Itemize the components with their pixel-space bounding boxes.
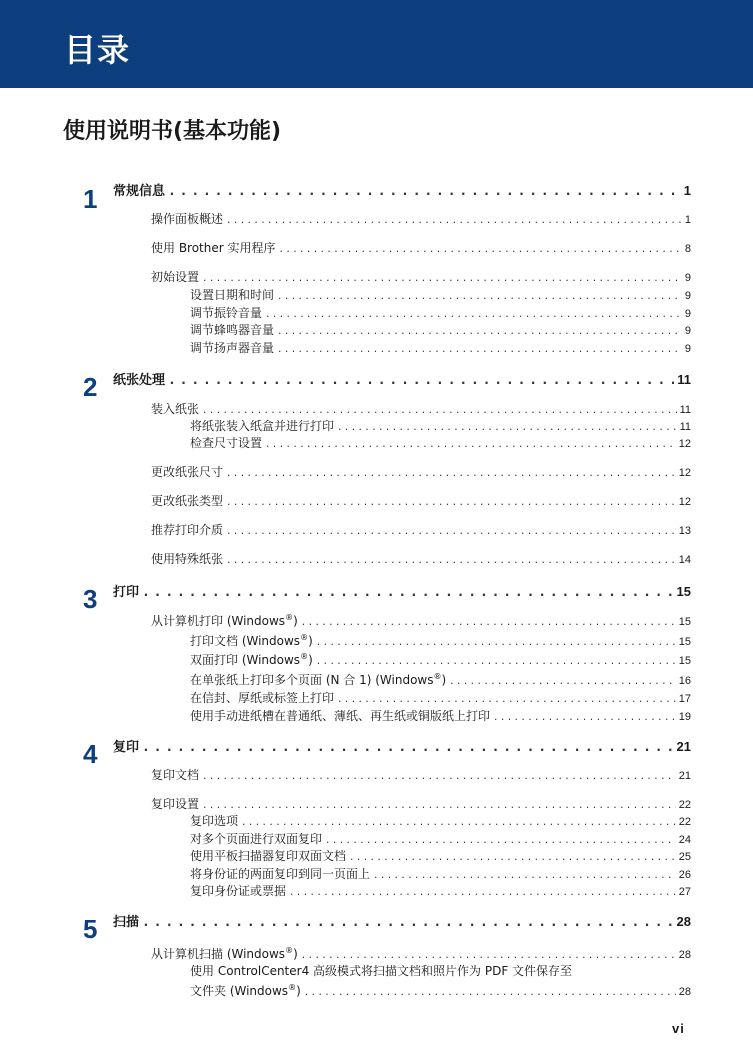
toc-subentry-title-suffix: ) — [308, 634, 313, 648]
toc-subentry-title: 打印文档 (Windows — [190, 634, 301, 648]
toc-page-number: 13 — [678, 525, 691, 537]
registered-mark: ® — [433, 672, 442, 681]
toc-page-number: 21 — [678, 770, 691, 782]
toc-page-number: 15 — [678, 616, 691, 628]
dot-leader — [226, 524, 676, 541]
dot-leader — [226, 495, 676, 512]
dot-leader — [279, 242, 682, 259]
toc-page-number: 1 — [683, 183, 691, 198]
toc-entry-title: 从计算机扫描 (Windows — [151, 947, 286, 961]
registered-mark: ® — [285, 613, 294, 622]
toc-page-number: 28 — [676, 914, 691, 929]
dot-leader — [168, 183, 681, 201]
toc-subentry-title: 将身份证的两面复印到同一页面上 — [190, 867, 371, 881]
chapter-number: 2 — [83, 372, 98, 402]
toc-page-number: 15 — [678, 655, 691, 667]
header-title: 目录 — [64, 31, 131, 69]
toc-entry[interactable] — [151, 613, 691, 632]
toc-subentry-title: 将纸张装入纸盒并进行打印 — [190, 419, 335, 433]
toc-subentry[interactable] — [190, 848, 691, 867]
toc-chapter-entry[interactable] — [113, 738, 691, 757]
header-bar — [0, 0, 753, 88]
dot-leader — [241, 815, 676, 832]
dot-leader — [493, 710, 676, 727]
toc-subentry-title: 调节蜂鸣器音量 — [190, 323, 275, 337]
toc-page-number: 9 — [684, 343, 691, 355]
dot-leader — [289, 885, 676, 902]
toc-chapter-title: 常规信息 — [113, 184, 166, 199]
toc-page-number: 16 — [678, 675, 691, 687]
toc-entry[interactable] — [151, 551, 691, 570]
toc-subentry[interactable] — [190, 708, 691, 727]
toc-page-number: 14 — [678, 554, 691, 566]
dot-leader — [277, 342, 682, 359]
dot-leader — [337, 692, 676, 709]
toc-subentry-title: 设置日期和时间 — [190, 288, 275, 302]
toc-subentry-title: 文件夹 (Windows — [190, 984, 289, 998]
toc-page-number: 8 — [684, 243, 691, 255]
dot-leader — [202, 271, 682, 288]
toc-subentry-title-suffix: ) — [441, 673, 447, 687]
footer-page-number: vi — [672, 1021, 685, 1036]
toc-page-number: 28 — [678, 986, 691, 998]
toc-page-number: 11 — [679, 421, 691, 433]
chapter-number: 5 — [83, 914, 98, 944]
toc-entry-title: 使用特殊纸张 — [151, 552, 224, 566]
toc-subentry-title: 双面打印 (Windows — [190, 653, 301, 667]
toc-subentry[interactable] — [190, 983, 691, 1002]
toc-page-number: 15 — [678, 636, 691, 648]
toc-page-number: 24 — [678, 834, 691, 846]
dot-leader — [316, 635, 676, 652]
dot-leader — [226, 553, 676, 570]
toc-subentry-title: 在单张纸上打印多个页面 (N 合 1) (Windows — [190, 673, 434, 687]
registered-mark: ® — [300, 633, 309, 642]
toc-entry-title-suffix: ) — [293, 947, 298, 961]
toc-subentry[interactable] — [190, 690, 691, 709]
toc-entry-title-suffix: ) — [293, 614, 298, 628]
toc-page-number: 25 — [678, 851, 691, 863]
toc-page-number: 28 — [678, 949, 691, 961]
dot-leader — [142, 584, 674, 602]
chapter-number: 3 — [83, 584, 98, 614]
dot-leader — [202, 769, 676, 786]
toc-page-number: 9 — [684, 325, 691, 337]
dot-leader — [449, 674, 676, 691]
dot-leader — [277, 324, 682, 341]
toc-entry[interactable] — [151, 211, 691, 230]
toc-page-number: 17 — [678, 693, 691, 705]
toc-subentry-title: 复印选项 — [190, 814, 239, 828]
dot-leader — [168, 372, 674, 390]
toc-page-number: 9 — [684, 290, 691, 302]
toc-page-number: 21 — [676, 739, 691, 754]
toc-chapter-title: 复印 — [113, 740, 140, 755]
toc-entry-title: 从计算机打印 (Windows — [151, 614, 286, 628]
toc-page-number: 11 — [679, 404, 691, 416]
toc-entry[interactable] — [151, 464, 691, 483]
toc-page-number: 12 — [678, 438, 691, 450]
toc-chapter-title: 扫描 — [113, 915, 140, 930]
chapter-number: 1 — [83, 184, 98, 214]
toc-chapter-title: 打印 — [113, 585, 140, 600]
toc-entry-title: 更改纸张类型 — [151, 494, 224, 508]
toc-page-number: 22 — [678, 799, 691, 811]
toc-chapter-entry[interactable] — [113, 371, 691, 390]
toc-entry-title: 操作面板概述 — [151, 212, 224, 226]
toc-subentry-title: 复印身份证或票据 — [190, 884, 287, 898]
dot-leader — [349, 850, 676, 867]
toc-subentry[interactable] — [190, 652, 691, 671]
toc-entry-title: 推荐打印介质 — [151, 523, 224, 537]
registered-mark: ® — [285, 946, 294, 955]
dot-leader — [265, 437, 676, 454]
toc-subentry[interactable] — [190, 672, 691, 691]
toc-subentry-title: 在信封、厚纸或标签上打印 — [190, 691, 335, 705]
toc-entry-title: 更改纸张尺寸 — [151, 465, 224, 479]
dot-leader — [304, 985, 676, 1002]
toc-entry-title: 复印文档 — [151, 768, 200, 782]
toc-subentry[interactable] — [190, 633, 691, 652]
registered-mark: ® — [288, 983, 297, 992]
toc-chapter-entry[interactable] — [113, 583, 691, 602]
toc-subentry-title: 使用平板扫描器复印双面文档 — [190, 849, 347, 863]
toc-page-number: 9 — [684, 308, 691, 320]
document-title: 使用说明书(基本功能) — [63, 119, 282, 144]
dot-leader — [142, 914, 674, 932]
toc-page-number: 26 — [678, 869, 691, 881]
toc-entry-title: 复印设置 — [151, 797, 200, 811]
toc-entry-title: 装入纸张 — [151, 402, 200, 416]
toc-chapter-entry[interactable] — [113, 182, 691, 201]
toc-chapter-title: 纸张处理 — [113, 373, 166, 388]
toc-page-number: 1 — [684, 214, 691, 226]
toc-page-number: 15 — [676, 584, 691, 599]
toc-entry[interactable] — [151, 240, 691, 259]
toc-subentry[interactable] — [190, 813, 691, 832]
toc-subentry[interactable] — [190, 340, 691, 359]
dot-leader — [142, 739, 674, 757]
chapter-number: 4 — [83, 739, 98, 769]
toc-entry-title: 使用 Brother 实用程序 — [151, 241, 276, 255]
toc-page-number: 19 — [678, 711, 691, 723]
toc-page-number: 9 — [684, 272, 691, 284]
dot-leader — [301, 615, 676, 632]
toc-subentry[interactable] — [190, 287, 691, 306]
toc-subentry-title: 使用手动进纸槽在普通纸、薄纸、再生纸或铜版纸上打印 — [190, 709, 491, 723]
toc-page-number: 11 — [677, 372, 691, 387]
toc-entry[interactable] — [151, 767, 691, 786]
toc-page-number: 12 — [678, 496, 691, 508]
dot-leader — [316, 654, 676, 671]
registered-mark: ® — [300, 652, 309, 661]
toc-page-number: 22 — [678, 816, 691, 828]
toc-subentry-title: 检查尺寸设置 — [190, 436, 263, 450]
toc-subentry[interactable] — [190, 883, 691, 902]
toc-subentry-title-suffix: ) — [308, 653, 313, 667]
toc-page-number: 12 — [678, 467, 691, 479]
dot-leader — [277, 289, 682, 306]
toc-subentry[interactable] — [190, 322, 691, 341]
toc-subentry-title-line1[interactable]: 使用 ControlCenter4 高级模式将扫描文档和照片作为 PDF 文件保存至 — [190, 964, 573, 978]
dot-leader — [226, 466, 676, 483]
toc-subentry-title: 调节扬声器音量 — [190, 341, 275, 355]
toc-subentry-title: 对多个页面进行双面复印 — [190, 832, 323, 846]
toc-subentry-title: 调节振铃音量 — [190, 306, 263, 320]
toc-entry[interactable] — [151, 522, 691, 541]
toc-subentry-title-suffix: ) — [296, 984, 301, 998]
toc-page-number: 27 — [678, 886, 691, 898]
toc-entry-title: 初始设置 — [151, 270, 200, 284]
toc-chapter-entry[interactable] — [113, 913, 691, 932]
toc-entry[interactable] — [151, 493, 691, 512]
toc-entry[interactable] — [151, 269, 691, 288]
toc-subentry[interactable] — [190, 435, 691, 454]
dot-leader — [226, 213, 682, 230]
